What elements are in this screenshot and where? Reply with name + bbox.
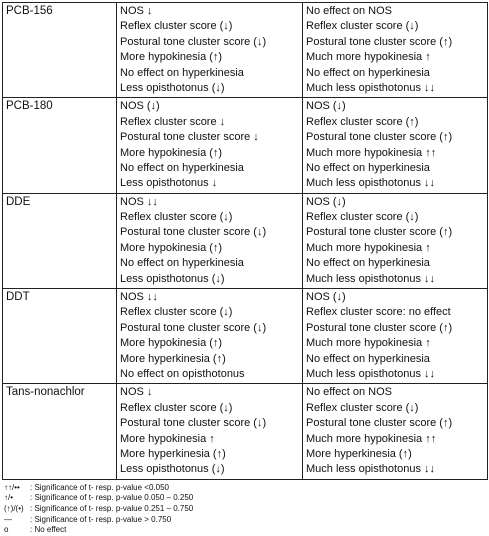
effect-line: Postural tone cluster score (↓) (120, 417, 267, 430)
effect-line: Much less opisthotonus ↓↓ (306, 463, 436, 476)
effects-cell-right (303, 98, 488, 193)
effects-cell-left (117, 384, 303, 479)
effect-line: Postural tone cluster score (↑) (306, 226, 453, 239)
legend-item (4, 525, 487, 536)
legend-symbol: (↑)/(•) (4, 503, 24, 513)
effects-cell-right (303, 193, 488, 288)
effect-line: Postural tone cluster score ↓ (120, 131, 259, 144)
effect-line: Reflex cluster score ↓ (120, 115, 226, 128)
legend-text: : Significance of t- resp. p-value 0.050 – 0.250 (30, 493, 194, 503)
effect-line: Much more hypokinesia ↑↑ (306, 146, 437, 159)
legend-symbol: ↑/• (4, 493, 14, 503)
compound-name: DDE (3, 193, 117, 288)
compound-name: Tans-nonachlor (3, 384, 117, 479)
effect-line: Postural tone cluster score (↑) (306, 35, 453, 48)
effect-line: Postural tone cluster score (↓) (120, 35, 267, 48)
results-table-body (3, 3, 488, 480)
effect-line: Much more hypokinesia ↑ (306, 51, 431, 64)
results-table (2, 2, 488, 480)
effect-line: Reflex cluster score (↓) (306, 20, 419, 33)
effect-line: Reflex cluster score (↑) (306, 115, 419, 128)
effect-line: No effect on hyperkinesia (120, 257, 244, 270)
effect-line: More hyperkinesia (↑) (120, 352, 226, 365)
legend-item (4, 504, 487, 515)
effects-cell-left (117, 193, 303, 288)
effect-line: No effect on hyperkinesia (306, 257, 430, 270)
compound-name: PCB-156 (3, 3, 117, 98)
effect-line: NOS ↓ (120, 386, 153, 399)
legend-text: : No effect (30, 525, 67, 535)
legend-symbol: — (4, 514, 12, 524)
effect-line: More hypokinesia ↑ (120, 432, 215, 445)
effect-line: More hypokinesia (↑) (120, 241, 223, 254)
effects-cell-left (117, 289, 303, 384)
effect-line: No effect on hyperkinesia (306, 66, 430, 79)
effect-line: Postural tone cluster score (↓) (120, 321, 267, 334)
effect-line: No effect on hyperkinesia (306, 352, 430, 365)
effect-line: No effect on NOS (306, 5, 393, 17)
effect-line: Postural tone cluster score (↑) (306, 321, 453, 334)
legend-text: : Significance of t- resp. p-value > 0.750 (30, 514, 172, 524)
effect-line: More hypokinesia (↑) (120, 337, 223, 350)
effect-line: More hyperkinesia (↑) (120, 447, 226, 460)
effect-line: Reflex cluster score (↓) (120, 211, 233, 224)
effect-line: More hyperkinesia (↑) (306, 447, 412, 460)
effect-line: Postural tone cluster score (↑) (306, 131, 453, 144)
effect-line: Much less opisthotonus ↓↓ (306, 272, 436, 285)
effects-cell-right (303, 289, 488, 384)
table-row (3, 289, 488, 384)
effect-line: Much more hypokinesia ↑ (306, 337, 431, 350)
effect-line: No effect on opisthotonus (120, 367, 245, 380)
effect-line: No effect on hyperkinesia (306, 161, 430, 174)
effect-line: Reflex cluster score (↓) (120, 306, 233, 319)
effect-line: NOS ↓↓ (120, 195, 158, 208)
effect-line: NOS (↓) (306, 195, 346, 208)
legend-item (4, 493, 487, 504)
effect-line: Much less opisthotonus ↓↓ (306, 81, 436, 94)
legend-item (4, 483, 487, 494)
effect-line: NOS (↓) (306, 291, 346, 304)
effect-line: Much more hypokinesia ↑ (306, 241, 431, 254)
legend-symbol: o (4, 525, 9, 535)
effect-line: No effect on hyperkinesia (120, 66, 244, 79)
table-row (3, 193, 488, 288)
effect-line: Postural tone cluster score (↓) (120, 226, 267, 239)
effect-line: Reflex cluster score (↓) (120, 20, 233, 33)
effects-cell-left (117, 3, 303, 98)
legend-symbol: ↑↑/•• (4, 482, 20, 492)
effect-line: NOS (↓) (306, 100, 346, 113)
effect-line: Reflex cluster score: no effect (306, 306, 451, 319)
legend-text: : Significance of t- resp. p-value 0.251 – 0.750 (30, 503, 194, 513)
effect-line: Reflex cluster score (↓) (306, 401, 419, 414)
table-row (3, 98, 488, 193)
effect-line: More hypokinesia (↑) (120, 51, 223, 64)
table-row (3, 3, 488, 98)
effect-line: NOS (↓) (120, 100, 160, 113)
effect-line: NOS ↓ (120, 5, 153, 17)
legend-text: : Significance of t- resp. p-value <0.050 (30, 482, 169, 492)
effect-line: Reflex cluster score (↓) (306, 211, 419, 224)
effect-line: Much less opisthotonus ↓↓ (306, 177, 436, 190)
effects-cell-right (303, 384, 488, 479)
effect-line: Much less opisthotonus ↓↓ (306, 367, 436, 380)
effect-line: NOS ↓↓ (120, 291, 158, 304)
effect-line: Less opisthotonus ↓ (120, 177, 218, 190)
effect-line: Less opisthotonus (↓) (120, 272, 225, 285)
effect-line: More hypokinesia (↑) (120, 146, 223, 159)
effects-cell-right (303, 3, 488, 98)
table-row (3, 384, 488, 479)
significance-legend (2, 483, 487, 536)
document-page (2, 2, 487, 536)
effect-line: Less opisthotonus (↓) (120, 81, 225, 94)
effect-line: No effect on NOS (306, 386, 393, 399)
effect-line: Reflex cluster score (↓) (120, 401, 233, 414)
effect-line: Much more hypokinesia ↑↑ (306, 432, 437, 445)
effects-cell-left (117, 98, 303, 193)
compound-name: DDT (3, 289, 117, 384)
effect-line: Postural tone cluster score (↑) (306, 417, 453, 430)
compound-name: PCB-180 (3, 98, 117, 193)
effect-line: No effect on hyperkinesia (120, 161, 244, 174)
effect-line: Less opisthotonus (↓) (120, 463, 225, 476)
